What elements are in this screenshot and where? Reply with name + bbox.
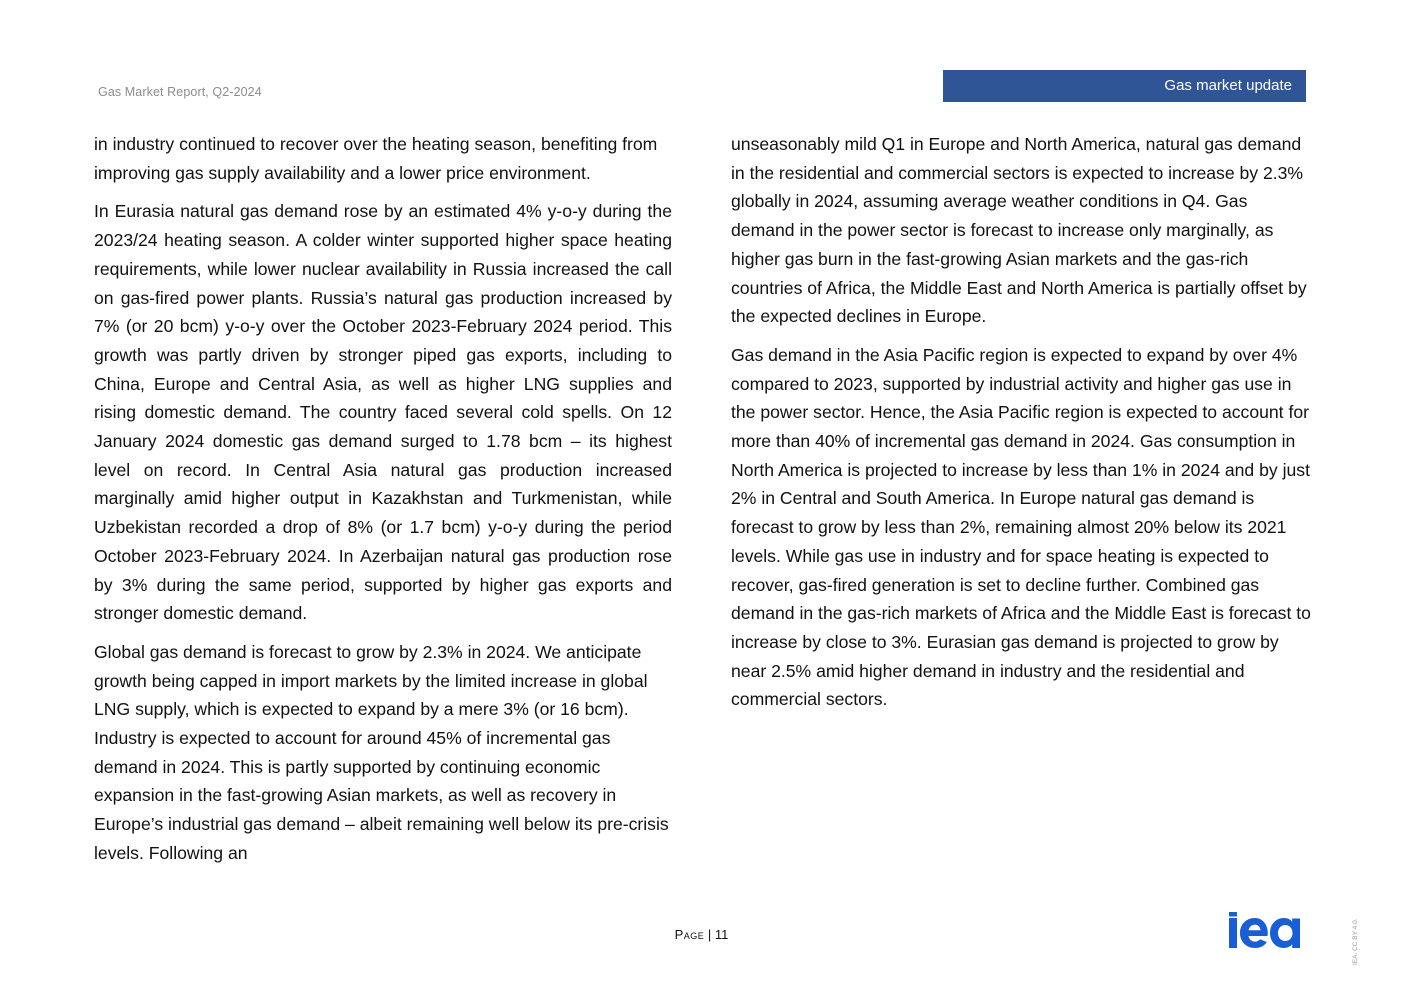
section-banner [943, 70, 1306, 102]
logo-letter-e [1240, 918, 1268, 948]
page-number [0, 927, 1403, 942]
right-column [731, 130, 1311, 724]
license-note: IEA. CC BY 4.0. [1352, 918, 1359, 965]
logo-letter-a [1270, 918, 1300, 948]
page-label: Page [674, 927, 705, 942]
logo-letter-i-stem [1229, 918, 1237, 948]
paragraph: Gas demand in the Asia Pacific region is expected to expand by over 4% compared to 2023, supported by industrial activity and higher gas use in the power sector. Hence, the Asia Pacific region is expected to account for more than 40% of incremental gas demand in 2024. Gas consumption in North America is projected to increase by less than 1% in 2024 and by just 2% in Central and South America. In Europe natural gas demand is forecast to grow by less than 2%, remaining almost 20% below its 2021 levels. While gas use in industry and for space heating is expected to recover, gas-fired generation is set to decline further. Combined gas demand in the gas-rich markets of Africa and the Middle East is forecast to increase by close to 3%. Eurasian gas demand is projected to grow by near 2.5% amid higher demand in industry and the residential and commercial sectors. [731, 344, 1311, 710]
section-title: Gas market update [1164, 77, 1292, 94]
paragraph: unseasonably mild Q1 in Europe and North America, natural gas demand in the residential and commercial sectors is expected to increase by 2.3% globally in 2024, assuming average weather conditions in Q4. Gas demand in the power sector is forecast to increase only marginally, as higher gas burn in the fast-growing Asian markets and the gas-rich countries of Africa, the Middle East and North America is partially offset by the expected declines in Europe. [731, 134, 1307, 327]
paragraph: in industry continued to recover over the heating season, benefiting from improving gas supply availability and a lower price environment. [94, 134, 658, 183]
left-column [94, 130, 672, 878]
paragraph: In Eurasia natural gas demand rose by an estimated 4% y-o-y during the 2023/24 heating season. A colder winter supported higher space heating requirements, while lower nuclear availability in Russia increased the call on gas-fired power plants. Russia’s natural gas production increased by 7% (or 20 bcm) y-o-y over the October 2023-February 2024 period. This growth was partly driven by stronger piped gas exports, including to China, Europe and Central Asia, as well as higher LNG supplies and rising domestic demand. The country faced several cold spells. On 12 January 2024 domestic gas demand surged to 1.78 bcm – its highest level on record. In Central Asia natural gas production increased marginally amid higher output in Kazakhstan and Turkmenistan, while Uzbekistan recorded a drop of 8% (or 1.7 bcm) y-o-y during the period October 2023-February 2024. In Azerbaijan natural gas production rose by 3% during the same period, supported by higher gas exports and stronger domestic demand. [94, 201, 672, 624]
page-separator: | [707, 927, 712, 942]
paragraph: Global gas demand is forecast to grow by 2.3% in 2024. We anticipate growth being capped in import markets by the limited increase in global LNG supply, which is expected to expand by a mere 3% (or 16 bcm). Industry is expected to account for around 45% of incremental gas demand in 2024. This is partly supported by continuing economic expansion in the fast-growing Asian markets, as well as recovery in Europe’s industrial gas demand – albeit remaining well below its pre-crisis levels. Following an [94, 641, 669, 863]
logo-letter-i-dot [1229, 912, 1237, 917]
iea-logo [1229, 912, 1309, 954]
page-number-value: 11 [714, 927, 729, 942]
report-title: Gas Market Report, Q2-2024 [98, 85, 262, 99]
